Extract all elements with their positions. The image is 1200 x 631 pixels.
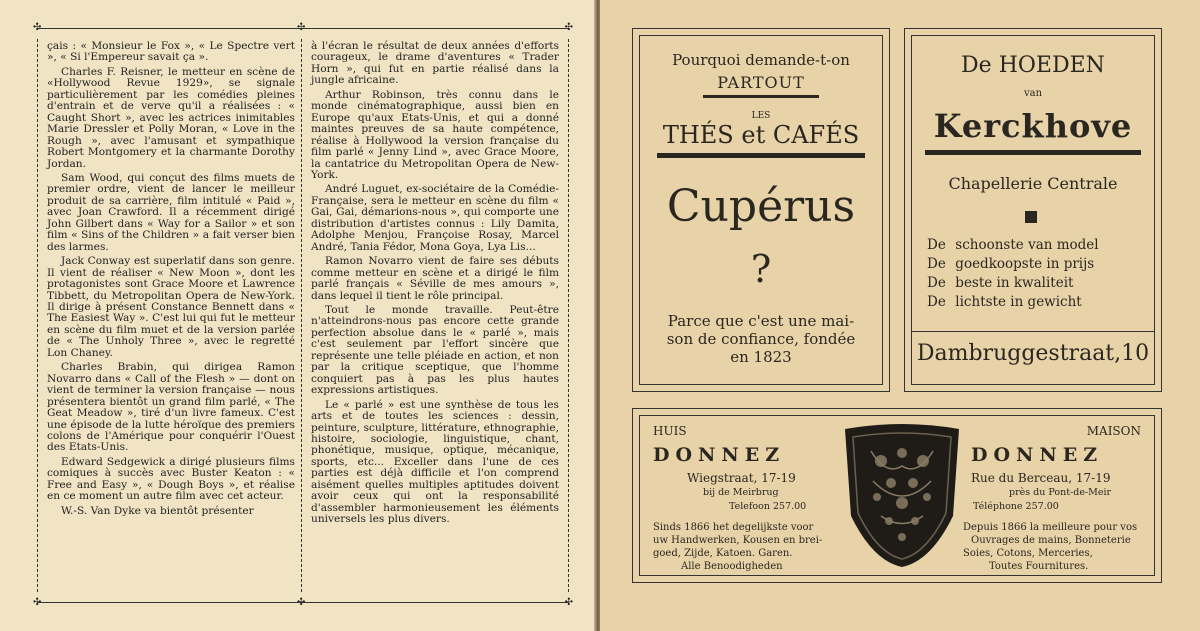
near: près du Pont-de-Meir bbox=[1009, 487, 1112, 498]
ad-text-line: Soies, Cotons, Merceries, bbox=[963, 548, 1093, 559]
lace-ornament-icon bbox=[841, 421, 963, 571]
question-mark: ? bbox=[750, 247, 772, 291]
tagline-line: Parce que c'est une mai- bbox=[667, 312, 855, 330]
list-item bbox=[927, 275, 1073, 291]
divider bbox=[703, 95, 819, 98]
left-page bbox=[0, 0, 596, 631]
near: bij de Meirbrug bbox=[703, 487, 779, 498]
ad-text-line: Sinds 1866 het degelijkste voor bbox=[653, 522, 814, 533]
list-item bbox=[927, 294, 1082, 310]
list-initial: De bbox=[927, 237, 946, 253]
ad-text-line: Alle Benoodigheden bbox=[681, 561, 783, 572]
brand-name: Cupérus bbox=[666, 181, 856, 232]
paragraph: W.-S. Van Dyke va bientôt présenter bbox=[61, 504, 254, 517]
tagline-line: son de confiance, fondée bbox=[666, 330, 856, 348]
donnez-name: DONNEZ bbox=[971, 444, 1104, 466]
ad-text bbox=[963, 521, 1137, 573]
donnez-name: DONNEZ bbox=[653, 444, 786, 466]
ad-line: van bbox=[1023, 88, 1043, 99]
paragraph: Charles Brabin, qui dirigea Ramon Novarro dans « Call of the Flesh » — dont on vient de terminer la version française — nous présentera bientôt un grand film parlé, « The Geat Meadow », tiré d'un livre fameux. C'est une épisode de la lutte héroïque des premiers colons de l'Amérique pour conquérir l'Ouest des Etats-Unis. bbox=[47, 361, 295, 454]
paragraph: Sam Wood, qui conçut des films muets de premier ordre, vient de lancer le meilleur produit de sa carrière, film intitulé « Paid », avec Joan Crawford. Il a récemment dirigé John Gilbert dans « Way for a Sailor » et son film « Sins of the Children » a fait verser bien des larmes. bbox=[47, 171, 295, 253]
paragraph: Ramon Novarro vient de faire ses débuts comme metteur en scène et a dirigé le film parlé français « Séville de mes amours », dans lequel il tient le rôle principal. bbox=[311, 255, 559, 302]
divider bbox=[925, 150, 1141, 155]
ad-cuperus bbox=[632, 28, 890, 392]
text-column-2 bbox=[311, 41, 559, 529]
square-ornament bbox=[1025, 211, 1037, 223]
text-frame bbox=[33, 22, 573, 608]
ad-text-line: goed, Zijde, Katoen. Garen. bbox=[653, 548, 793, 559]
paragraph: Tout le monde travaille. Peut-être n'atteindrons-nous pas encore cette grande perfection absolue dans le « parlé », mais c'est seulement par l'effort sincère que représente une telle pléiade en action, et non par la critique sceptique, que l'homme conquiert pas à pas les plus hautes expressions artistiques. bbox=[311, 303, 559, 397]
ad-hoeden bbox=[904, 28, 1162, 392]
ad-text-line: uw Handwerken, Kousen en brei- bbox=[653, 535, 823, 546]
corner-ornament: ✣ bbox=[564, 597, 573, 608]
street: Rue du Berceau, 17-19 bbox=[971, 471, 1111, 485]
ad-title: De HOEDEN bbox=[961, 53, 1105, 78]
list-text: schoonste van model bbox=[955, 237, 1099, 253]
corner-ornament: ✣ bbox=[33, 597, 42, 608]
list-initial: De bbox=[927, 275, 946, 291]
ad-line: PARTOUT bbox=[717, 73, 805, 92]
address: Dambruggestraat,10 bbox=[916, 341, 1150, 366]
corner-ornament: ✣ bbox=[297, 22, 306, 33]
list-text: beste in kwaliteit bbox=[955, 275, 1074, 291]
ad-line: THÉS et CAFÉS bbox=[662, 121, 860, 149]
paragraph: Charles F. Reisner, le metteur en scène de «Hollywood Revue 1929», se signale particulièrement par les comédies pleines d'entrain et de verve qu'il a réalisées : « Caught Short », avec les actrices inimitables Marie Dressler et Polly Moran, « Love in the Rough », avec l'amusant et sympathique Robert Montgomery et la charmante Dorothy Jordan. bbox=[47, 65, 295, 170]
ad-donnez bbox=[632, 408, 1162, 583]
ad-line: Pourquoi demande-t-on bbox=[672, 51, 850, 69]
list-initial: De bbox=[927, 256, 946, 272]
ad-text bbox=[653, 521, 822, 573]
phone: Téléphone 257.00 bbox=[973, 501, 1059, 512]
corner-ornament: ✣ bbox=[33, 22, 42, 33]
ad-subtitle: Chapellerie Centrale bbox=[948, 174, 1118, 193]
brand-name: Kerckhove bbox=[933, 107, 1133, 145]
tagline-line: en 1823 bbox=[730, 348, 792, 366]
list-item bbox=[927, 256, 1094, 272]
huis-label: HUIS bbox=[653, 424, 687, 438]
paragraph: Arthur Robinson, très connu dans le monde cinématographique, aussi bien en Europe qu'aux Etats-Unis, et qui a donné maintes preuves de sa haute compétence, réalise à Hollywood la version française du film parlé « Jenny Lind », avec Grace Moore, la cantatrice du Metropolitan Opera de New-York. bbox=[311, 88, 559, 181]
paragraph: Edward Sedgewick a dirigé plusieurs films comiques à succès avec Buster Keaton : « Free and Easy », « Dough Boys », et réalise en ce moment un autre film avec cet acteur. bbox=[47, 455, 295, 503]
list-initial: De bbox=[927, 294, 946, 310]
right-page bbox=[600, 0, 1200, 631]
list-text: lichtste in gewicht bbox=[955, 294, 1082, 310]
text-column-1 bbox=[47, 41, 295, 520]
street: Wiegstraat, 17-19 bbox=[687, 471, 796, 485]
paragraph: çais : « Monsieur le Fox », « Le Spectre vert », « Si l'Empereur savait ça ». bbox=[47, 40, 295, 64]
ad-text-line: Depuis 1866 la meilleure pour vos bbox=[963, 522, 1138, 533]
list-item bbox=[927, 237, 1099, 253]
paragraph: Jack Conway est superlatif dans son genre. Il vient de réaliser « New Moon », dont les protagonistes sont Grace Moore et Lawrence Tibbett, du Metropolitan Opera de New-York. Il dirige à présent Constance Bennett dans « The Easiest Way ». C'est lui qui fut le metteur en scène du film muet et de la version parlée de « The Unholy Three », avec le regretté Lon Chaney. bbox=[47, 255, 295, 359]
phone: Telefoon 257.00 bbox=[729, 501, 807, 512]
list-text: goedkoopste in prijs bbox=[955, 256, 1095, 272]
paragraph: à l'écran le résultat de deux années d'efforts courageux, le drame d'aventures « Trader Horn », qui fut en partie réalisé dans la jungle africaine. bbox=[311, 40, 559, 87]
ad-text-line: Toutes Fournitures. bbox=[989, 561, 1089, 572]
corner-ornament: ✣ bbox=[297, 597, 306, 608]
maison-label: MAISON bbox=[1086, 424, 1141, 438]
ad-line: LES bbox=[751, 111, 771, 121]
corner-ornament: ✣ bbox=[564, 22, 573, 33]
paragraph: Le « parlé » est une synthèse de tous les arts et de toutes les sciences : dessin, peinture, sculpture, littérature, ethnographie, histoire, sociologie, linguistique, chant, phonétique, musique, optique, mécanique, sports, etc... Exceller dans l'une de ces parties est déjà difficile et l'on comprend aisément quelles multiples aptitudes doivent avoir ceux qui ont la responsabilité d'assembler harmonieusement les éléments universels les plus divers. bbox=[311, 398, 559, 526]
ad-text-line: Ouvrages de mains, Bonneterie bbox=[971, 535, 1131, 546]
paragraph: André Luguet, ex-sociétaire de la Comédie-Française, sera le metteur en scène du film « Gai, Gai, démarions-nous », qui comporte une distribution d'artistes connus : Lily Damita, Adolphe Menjou, Françoise Rosay, Marcel André, Tania Fédor, Mona Goya, Lya Lis... bbox=[311, 183, 559, 253]
divider bbox=[657, 153, 865, 158]
tagline bbox=[633, 312, 889, 366]
